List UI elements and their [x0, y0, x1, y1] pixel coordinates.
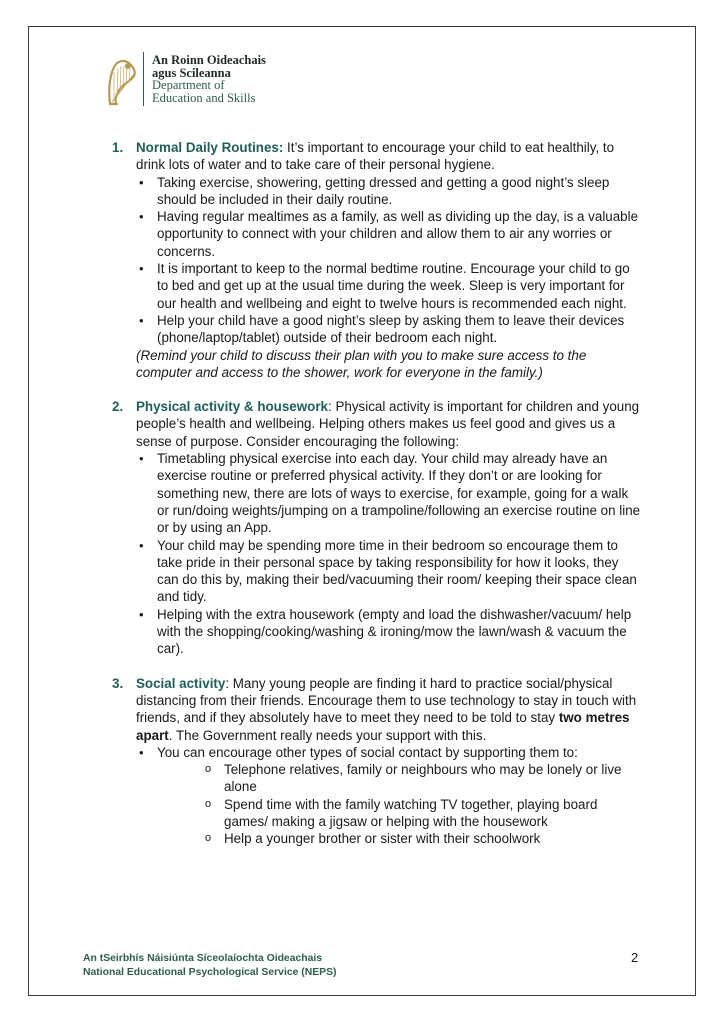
emphasis-text: two metres apart [136, 710, 630, 743]
department-name [152, 54, 266, 104]
logo-divider [143, 52, 144, 106]
section-intro-text: : Many young people are finding it hard to practice social/physical distancing from their friends. Encourage them to use technology to stay in touch with friends, and if they absolutely have to meet they need to be told to stay [136, 675, 637, 726]
dept-english-line-1: Department of [152, 78, 225, 92]
section-heading: Social activity [136, 675, 226, 691]
footer-english: National Educational Psychological Service (NEPS) [83, 966, 337, 978]
sub-list-item: o Spend time with the family watching TV together, playing board games/ making a jigsaw or helping with the housework [205, 796, 642, 831]
list-item: • It is important to keep to the normal bedtime routine. Encourage your child to go to bed and get up at the usual time during the week. Sleep is very important for our health and wellbeing and eight to twelve hours is recommended each night. [136, 260, 642, 312]
dept-english-line-2: Education and Skills [152, 90, 256, 105]
section-number: 2. [112, 399, 124, 415]
section-number: 3. [112, 675, 124, 691]
list-item: • Help your child have a good night’s sleep by asking them to leave their devices (phone/laptop/tablet) outside of their bedroom each night. [136, 312, 642, 347]
sub-list-item: o Telephone relatives, family or neighbours who may be lonely or live alone [205, 761, 642, 796]
list-item [136, 744, 642, 848]
list-item: • Helping with the extra housework (empty and load the dishwasher/vacuum/ help with the shopping/cooking/washing & ironing/mow the lawn/wash & vacuum the car). [136, 606, 642, 658]
list-item: • Your child may be spending more time in their bedroom so encourage them to take pride in their personal space by taking responsibility for how it looks, they can do this by, making their bed/vacuuming their room/ keeping their space clean and tidy. [136, 537, 642, 606]
bullet-list [136, 744, 642, 848]
section-heading: Physical activity & housework [136, 399, 329, 415]
sub-bullet-list [157, 761, 642, 847]
dept-irish-line-1: An Roinn Oideachais [152, 53, 266, 67]
bullet-list [136, 174, 642, 347]
list-item: • Timetabling physical exercise into each day. Your child may already have an exercise routine or preferred physical activity. If they don’t or are looking for something new, there are lots of ways to exercise, for example, going for a walk or run/doing weights/jumping on a trampoline/following an exercise routine on line or by using an App. [136, 450, 642, 536]
section-social-activity [112, 675, 642, 848]
bullet-list [136, 450, 642, 658]
list-item: • Having regular mealtimes as a family, as well as dividing up the day, is a valuable opportunity to connect with your children and allow them to air any worries or concerns. [136, 208, 642, 260]
sub-list-item: o Help a younger brother or sister with their schoolwork [205, 830, 642, 847]
section-intro [136, 675, 642, 744]
footer [83, 952, 337, 979]
list-item: • Taking exercise, showering, getting dressed and getting a good night’s sleep should be included in their daily routine. [136, 174, 642, 209]
section-heading: Normal Daily Routines: [136, 140, 284, 155]
dept-irish-line-2: agus Scileanna [152, 65, 231, 80]
section-intro-text: : Physical activity is important for children and young people’s health and wellbeing. Helping others makes us feel good and gives us a sense of purpose. Consider encouraging the following: [136, 399, 640, 449]
section-intro-text-end: . The Government really needs your support with this. [168, 727, 487, 743]
section-intro [136, 139, 642, 174]
section-intro [136, 398, 642, 450]
section-physical-activity [112, 398, 642, 657]
section-intro-text: It’s important to encourage your child to eat healthily, to drink lots of water and to take care of their personal hygiene. [136, 140, 615, 173]
document-body [112, 139, 642, 848]
footer-irish: An tSeirbhís Náisiúnta Síceolaíochta Oideachais [83, 953, 323, 964]
page-number: 2 [631, 950, 639, 965]
italic-note: (Remind your child to discuss their plan with you to make sure access to the computer and access to the shower, work for everyone in the family.) [136, 347, 587, 380]
section-normal-daily-routines [112, 139, 642, 381]
harp-icon [104, 58, 140, 110]
section-number: 1. [112, 140, 124, 155]
list-item-text: You can encourage other types of social contact by supporting them to: [157, 744, 578, 760]
